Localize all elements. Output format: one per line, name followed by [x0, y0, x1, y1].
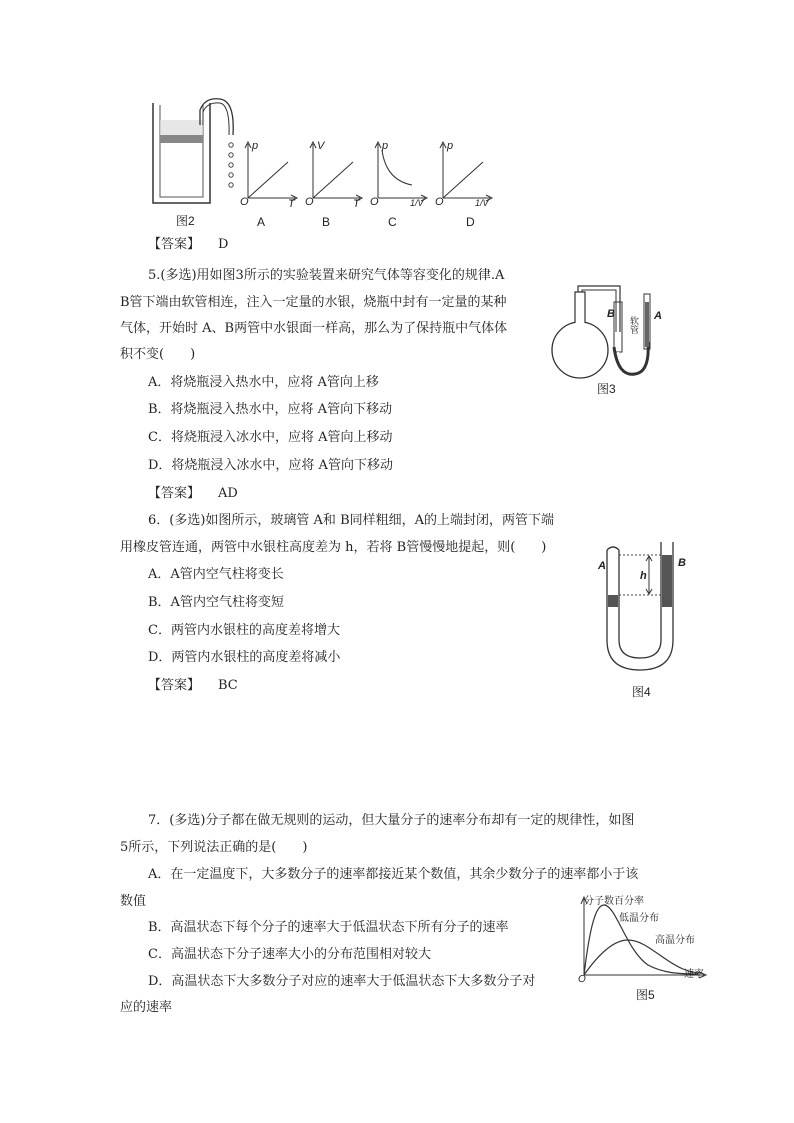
fig3-label-a: A [654, 310, 662, 322]
q5-line2: B管下端由软管相连，注入一定量的水银，烧瓶中封有一定量的某种 [120, 295, 507, 310]
q5-line3: 气体，开始时 A、B两管中水银面一样高，那么为了保持瓶中气体体 [120, 321, 508, 336]
q5-option-a: A．将烧瓶浸入热水中，应将 A管向上移 [148, 375, 379, 390]
q7-option-c: C．高温状态下分子速率大小的分布范围相对较大 [148, 947, 431, 962]
q5-line4: 积不变( ) [120, 347, 196, 362]
fig2-c-origin: O [370, 196, 379, 208]
q4-answer-tag: 【答案】 [148, 237, 201, 252]
figure-3-apparatus [550, 282, 670, 382]
q7-option-d-line1: D．高温状态下大多数分子对应的速率大于低温状态下大多数分子对 [148, 974, 536, 989]
fig2-graph-a [240, 140, 300, 205]
fig5-ylabel: 分子数百分率 [584, 896, 644, 907]
q5-answer: AD [218, 486, 238, 501]
fig2-c-ylabel: p [382, 140, 389, 152]
q6-answer-tag: 【答案】 [148, 678, 201, 693]
q6-answer: BC [218, 678, 238, 693]
fig2-option-a: A [257, 215, 266, 229]
fig2-option-d: D [466, 215, 475, 229]
q6-option-a: A．A管内空气柱将变长 [148, 567, 284, 582]
fig2-a-origin: O [240, 196, 249, 208]
figure-4-utube [595, 540, 685, 680]
fig3-hose-label: 软管 [629, 316, 639, 334]
q5-option-d: D．将烧瓶浸入冰水中，应将 A管向下移动 [148, 458, 393, 473]
fig2-a-xlabel: T [288, 198, 295, 210]
q7-option-b: B．高温状态下每个分子的速率大于低温状态下所有分子的速率 [148, 920, 509, 935]
q7-option-a-line1: A．在一定温度下，大多数分子的速率都接近某个数值，其余少数分子的速率都小于该 [148, 867, 639, 882]
q7-line1: 7．(多选)分子都在做无规则的运动，但大量分子的速率分布却有一定的规律性，如图 [148, 813, 635, 828]
q4-answer: D [218, 237, 229, 252]
fig2-d-xlabel: 1/V [475, 198, 489, 208]
q6-option-c: C．两管内水银柱的高度差将增大 [148, 623, 340, 638]
q6-option-b: B．A管内空气柱将变短 [148, 595, 284, 610]
fig4-label-b: B [678, 557, 686, 569]
fig4-caption: 图4 [632, 685, 651, 699]
q7-line2: 5所示，下列说法正确的是( ) [120, 840, 308, 855]
q5-option-c: C．将烧瓶浸入冰水中，应将 A管向上移动 [148, 430, 393, 445]
fig3-label-b: B [607, 308, 615, 320]
fig5-high-label: 高温分布 [655, 935, 695, 946]
fig4-label-a: A [598, 560, 606, 572]
q7-option-d-line2: 应的速率 [120, 1000, 173, 1015]
q5-option-b: B．将烧瓶浸入热水中，应将 A管向下移动 [148, 402, 393, 417]
q5-line1: 5.(多选)用如图3所示的实验装置来研究气体等容变化的规律.A [148, 268, 505, 283]
fig4-label-h: h [640, 570, 647, 582]
q7-option-a-line2: 数值 [120, 894, 147, 909]
fig5-low-label: 低温分布 [619, 913, 659, 924]
q6-line2: 用橡皮管连通，两管中水银柱高度差为 h，若将 B管慢慢地提起，则( ) [120, 540, 547, 555]
fig5-xlabel: 速率 [684, 969, 704, 980]
q5-answer-tag: 【答案】 [148, 486, 201, 501]
fig2-apparatus [145, 95, 255, 210]
fig2-b-ylabel: V [317, 140, 325, 152]
q6-option-d: D．两管内水银柱的高度差将减小 [148, 650, 341, 665]
fig2-d-origin: O [435, 196, 444, 208]
fig2-graph-c [370, 140, 430, 205]
fig5-caption: 图5 [636, 988, 655, 1002]
fig2-graph-b [305, 140, 365, 205]
fig2-caption: 图2 [176, 214, 195, 228]
fig2-d-ylabel: p [447, 140, 454, 152]
fig3-caption: 图3 [597, 382, 616, 396]
fig5-origin: O [578, 974, 586, 985]
fig2-c-xlabel: 1/V [410, 198, 424, 208]
q6-line1: 6．(多选)如图所示，玻璃管 A和 B同样粗细，A的上端封闭，两管下端 [148, 513, 555, 528]
fig2-graph-d [435, 140, 495, 205]
fig2-option-b: B [322, 215, 331, 229]
fig2-a-ylabel: p [252, 140, 259, 152]
fig2-option-c: C [388, 215, 397, 229]
fig2-b-origin: O [305, 196, 314, 208]
fig2-b-xlabel: T [353, 198, 360, 210]
